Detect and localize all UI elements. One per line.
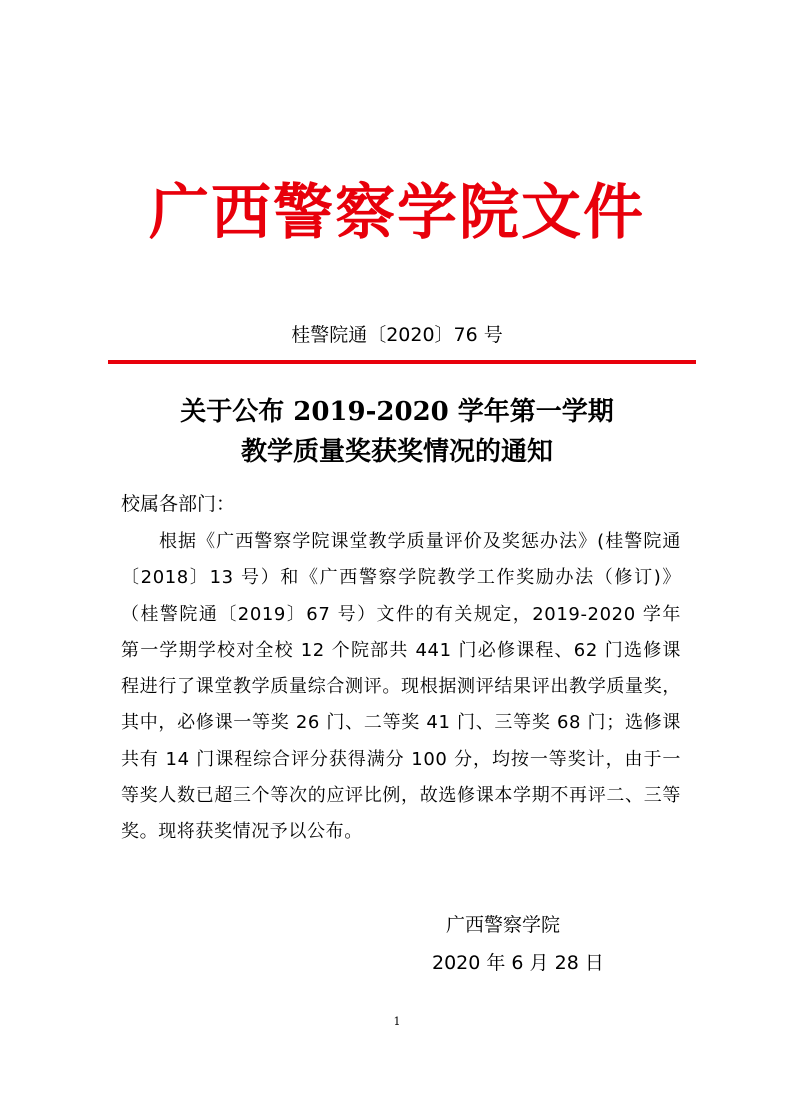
signature-date: 2020 年 6 月 28 日 (432, 952, 604, 974)
notice-title-line-2: 教学质量奖获奖情况的通知 (240, 437, 553, 467)
document-number: 桂警院通〔2020〕76 号 (291, 324, 503, 346)
document-header-title: 广西警察学院文件 (149, 178, 645, 248)
red-divider-line (108, 360, 696, 364)
signature-organization: 广西警察学院 (446, 914, 561, 936)
body-paragraph: 根据《广西警察学院课堂教学质量评价及奖惩办法》(桂警院通〔2018〕13 号）和《广西警察学院教学工作奖励办法（修订)》（桂警院通〔2019〕67 号）文件的有关规定，2019-2020 学年第一学期学校对全校 12 个院部共 441 门必修课程、62 门选修课程进行了课堂教学质量综合测评。现根据测评结果评出教学质量奖，其中，必修课一等奖 26 门、二等奖 41 门、三等奖 68 门；选修课共有 14 门课程综合评分获得满分 100 分，均按一等奖计，由于一等奖人数已超三个等次的应评比例，故选修课本学期不再评二、三等奖。现将获奖情况予以公布。 (121, 531, 681, 843)
notice-title-line-1: 关于公布 2019-2020 学年第一学期 (180, 397, 614, 427)
salutation: 校属各部门： (121, 493, 236, 515)
notice-title (0, 392, 794, 472)
page-number: 1 (393, 1015, 401, 1028)
